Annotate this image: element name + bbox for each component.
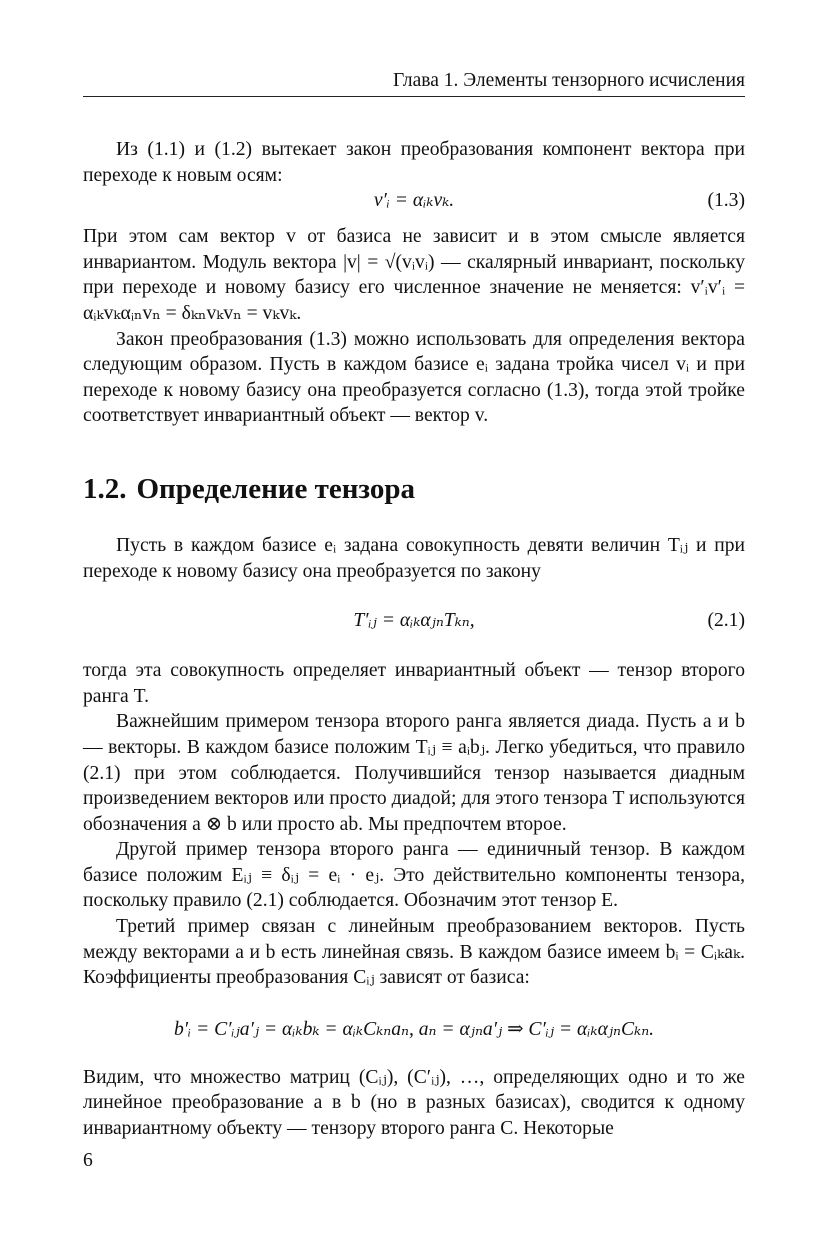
paragraph-9: Видим, что множество матриц (Cᵢⱼ), (C′ᵢⱼ), …, определяющих одно и то же линейное преобразование a в b (но в разных базисах), сводится к одному инвариантному объекту — тензору второго ранга C. Некоторые (83, 1066, 745, 1140)
equation-1-3-number: (1.3) (707, 190, 745, 212)
equation-1-3 (83, 188, 745, 224)
equation-2-1 (83, 592, 745, 650)
section-number: 1.2. (83, 472, 127, 505)
equation-transform-formula: b′ᵢ = C′ᵢⱼa′ⱼ = αᵢₖbₖ = αᵢₖCₖₙaₙ, aₙ = αⱼₙa′ⱼ ⇒ C′ᵢⱼ = αᵢₖαⱼₙCₖₙ. (173, 1018, 655, 1040)
body-text (83, 137, 745, 1142)
page-number: 6 (83, 1150, 93, 1171)
paragraph-4: Пусть в каждом базисе eᵢ задана совокупность девяти величин Tᵢⱼ и при переходе к новому базису она преобразуется по закону (83, 534, 745, 582)
paragraph-6: Важнейшим примером тензора второго ранга является диада. Пусть a и b — векторы. В каждом базисе положим Tᵢⱼ ≡ aᵢbⱼ. Легко убедиться, что правило (2.1) при этом соблюдается. Получившийся тензор называется диадным произведением векторов или просто диадой; для этого тензора T используются обозначения a ⊗ b или просто ab. Мы предпочтем второе. (83, 711, 745, 835)
running-header: Глава 1. Элементы тензорного исчисления (83, 66, 745, 97)
paragraph-3: Закон преобразования (1.3) можно использовать для определения вектора следующим образом. Пусть в каждом базисе eᵢ задана тройка чисел vᵢ и при переходе к новому базису она преобразуется согласно (1.3), тогда этой тройке соответствует инвариантный объект — вектор v. (83, 328, 745, 427)
paragraph-8: Третий пример связан с линейным преобразованием векторов. Пусть между векторами a и b есть линейная связь. В каждом базисе имеем bᵢ = Cᵢₖaₖ. Коэффициенты преобразования Cᵢⱼ зависят от базиса: (83, 916, 745, 989)
section-title: Определение тензора (136, 472, 416, 505)
paragraph-5: тогда эта совокупность определяет инвариантный объект — тензор второго ранга T. (83, 660, 745, 707)
equation-transform (83, 995, 745, 1065)
page (83, 0, 745, 1241)
equation-2-1-formula: T′ᵢⱼ = αᵢₖαⱼₙTₖₙ, (353, 610, 475, 632)
equation-1-3-formula: v′ᵢ = αᵢₖvₖ. (373, 190, 455, 212)
paragraph-1: Из (1.1) и (1.2) вытекает закон преобразования компонент вектора при переходе к новым осям: (83, 139, 745, 186)
equation-2-1-number: (2.1) (707, 610, 745, 632)
section-heading (83, 471, 745, 507)
paragraph-2: При этом сам вектор v от базиса не зависит и в этом смысле является инвариантом. Модуль вектора |v| = √(vᵢvᵢ) — скалярный инвариант, поскольку при переходе и новому базису его численное значение не меняется: v′ᵢv′ᵢ = αᵢₖvₖαᵢₙvₙ = δₖₙvₖvₙ = vₖvₖ. (83, 226, 745, 324)
paragraph-7: Другой пример тензора второго ранга — единичный тензор. В каждом базисе положим Eᵢⱼ ≡ δᵢⱼ = eᵢ · eⱼ. Это действительно компоненты тензора, поскольку правило (2.1) соблюдается. Обозначим этот тензор E. (83, 839, 745, 912)
